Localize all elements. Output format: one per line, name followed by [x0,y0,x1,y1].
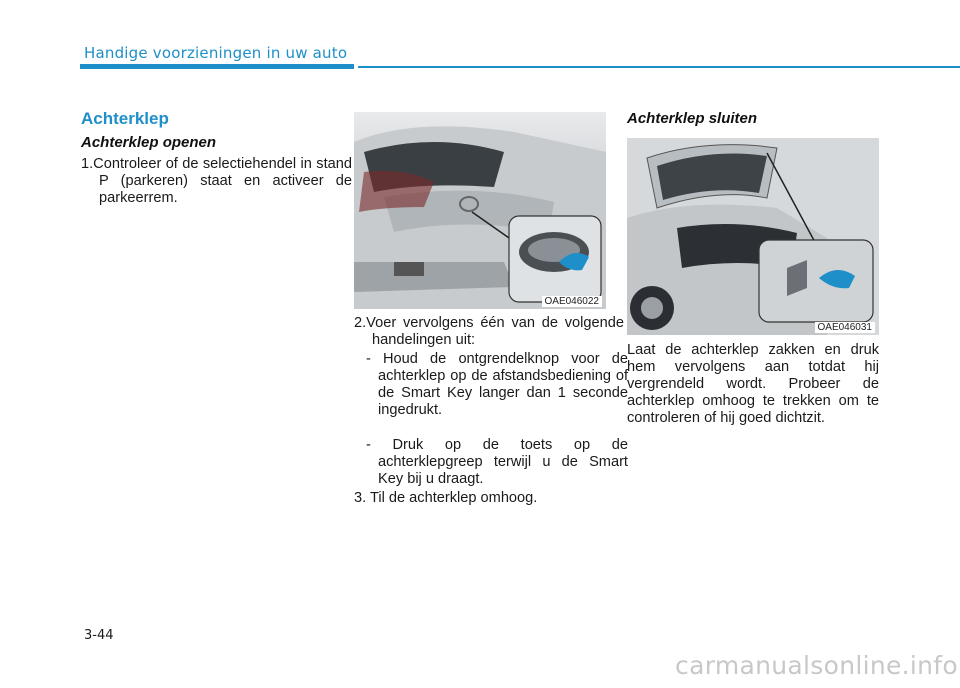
page-number: 3-44 [84,628,114,643]
section-title: Handige voorzieningen in uw auto [84,44,348,62]
figure-code: OAE046031 [815,322,876,333]
header-rule-thick [80,64,354,69]
subheading-open: Achterklep openen [81,134,217,151]
figure-code: OAE046022 [542,296,603,307]
heading-tailgate: Achterklep [81,109,169,128]
closing-instructions: Laat de achterklep zakken en druk hem vervolgens aan totdat hij vergrendeld wordt. Probeer de achterklep omhoog te trekken om te controleren of hij goed dichtzit. [627,342,879,426]
watermark: carmanualsonline.info [675,651,958,680]
header-rule-thin [358,66,960,68]
step-3: 3. Til de achterklep omhoog. [354,490,538,506]
step-2: 2.Voer vervolgens één van de volgende handelingen uit: [354,315,624,348]
bullet-remote: - Houd de ontgrendelknop voor de achterklep op de afstandsbediening of de Smart Key langer dan 1 seconde ingedrukt. [366,351,628,418]
step-1: 1.Controleer of de selectiehendel in stand P (parkeren) staat en activeer de parkeerrem. [81,156,352,206]
figure-tailgate-close [627,138,879,335]
car-rear-illustration [354,112,606,309]
figure-tailgate-open [354,112,606,309]
bullet-smart-key: - Druk op de toets op de achterklepgreep terwijl u de Smart Key bij u draagt. [366,437,628,487]
car-open-tailgate-illustration [627,138,879,335]
subheading-close: Achterklep sluiten [627,110,758,127]
